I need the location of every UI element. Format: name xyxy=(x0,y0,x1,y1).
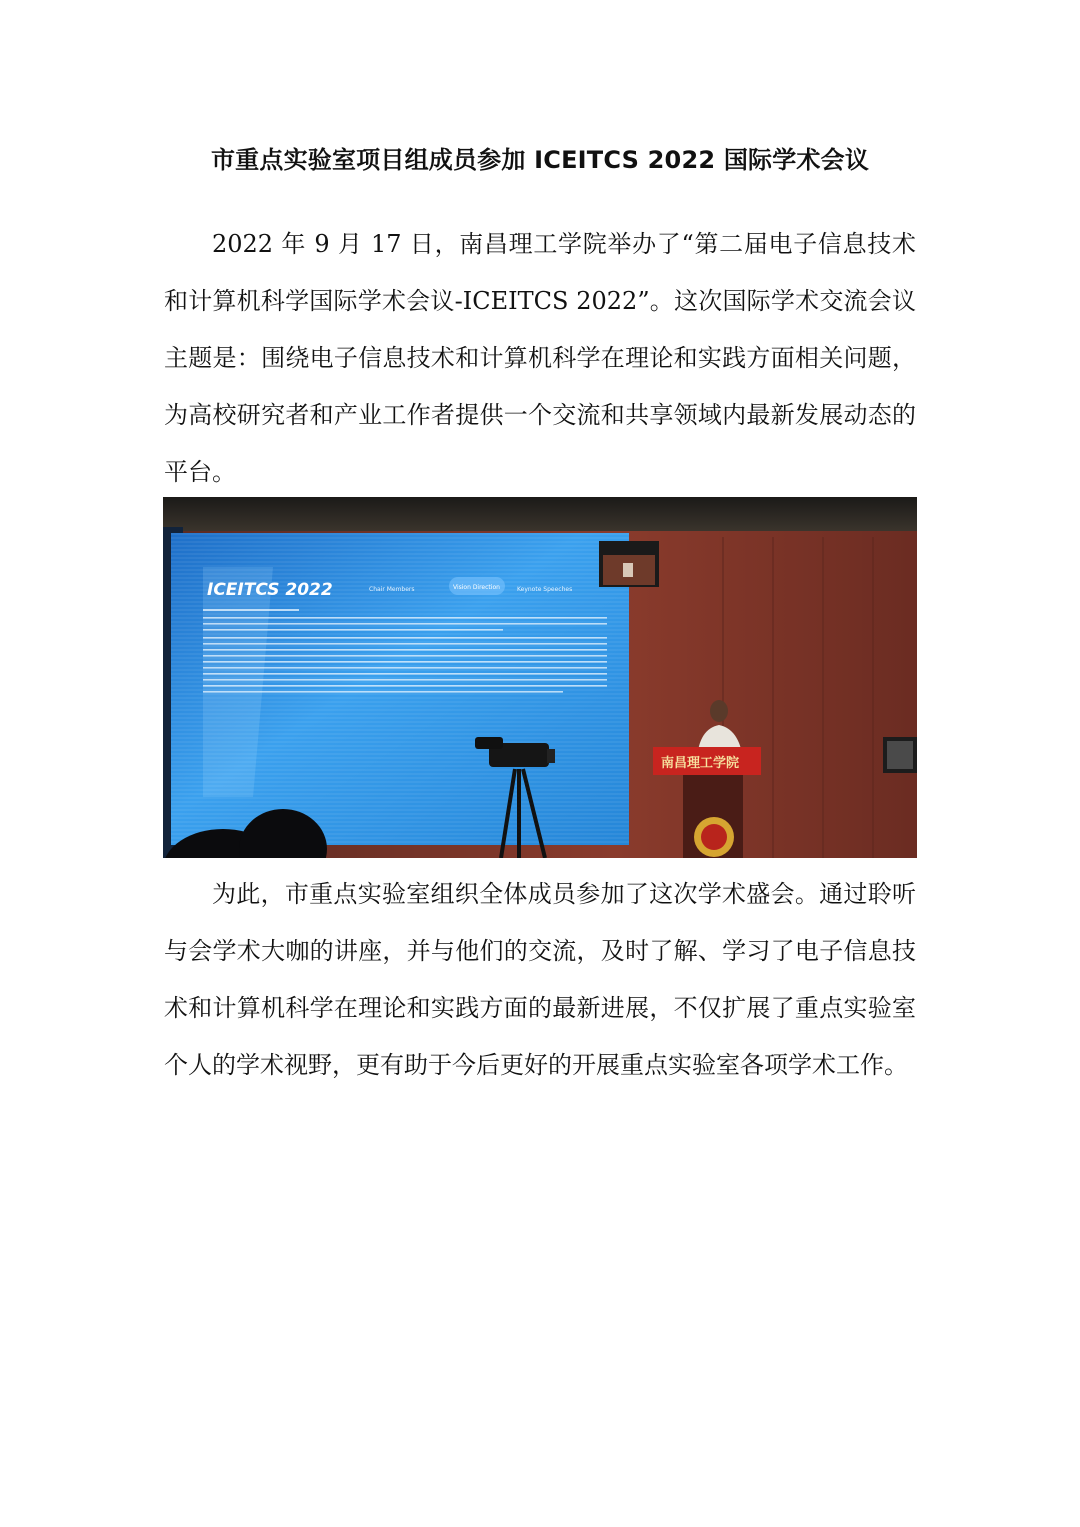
page-title: 市重点实验室项目组成员参加 ICEITCS 2022 国际学术会议 xyxy=(210,146,870,174)
paragraph-participation: 为此，市重点实验室组织全体成员参加了这次学术盛会。通过聆听与会学术大咖的讲座，并与他们的交流，及时了解、学习了电子信息技术和计算机科学在理论和实践方面的最新进展，不仅扩展了重点实验室个人的学术视野，更有助于今后更好的开展重点实验室各项学术工作。 xyxy=(164,880,916,1079)
slide-menu-keynote: Keynote Speeches xyxy=(517,586,573,593)
slide-menu-chair: Chair Members xyxy=(369,586,415,593)
ceiling xyxy=(163,497,917,531)
paragraph-intro: 2022 年 9 月 17 日，南昌理工学院举办了“第二届电子信息技术和计算机科学国际学术会议-ICEITCS 2022”。这次国际学术交流会议主题是：围绕电子信息技术和计算机科学在理论和实践方面相关问题，为高校研究者和产业工作者提供一个交流和共享领域内最新发展动态的平台。 xyxy=(164,230,916,486)
conference-photo xyxy=(163,497,917,858)
slide-title: ICEITCS 2022 xyxy=(207,580,333,600)
slide-menu-vision: Vision Direction xyxy=(453,584,500,591)
podium-banner: 南昌理工学院 xyxy=(661,756,740,771)
